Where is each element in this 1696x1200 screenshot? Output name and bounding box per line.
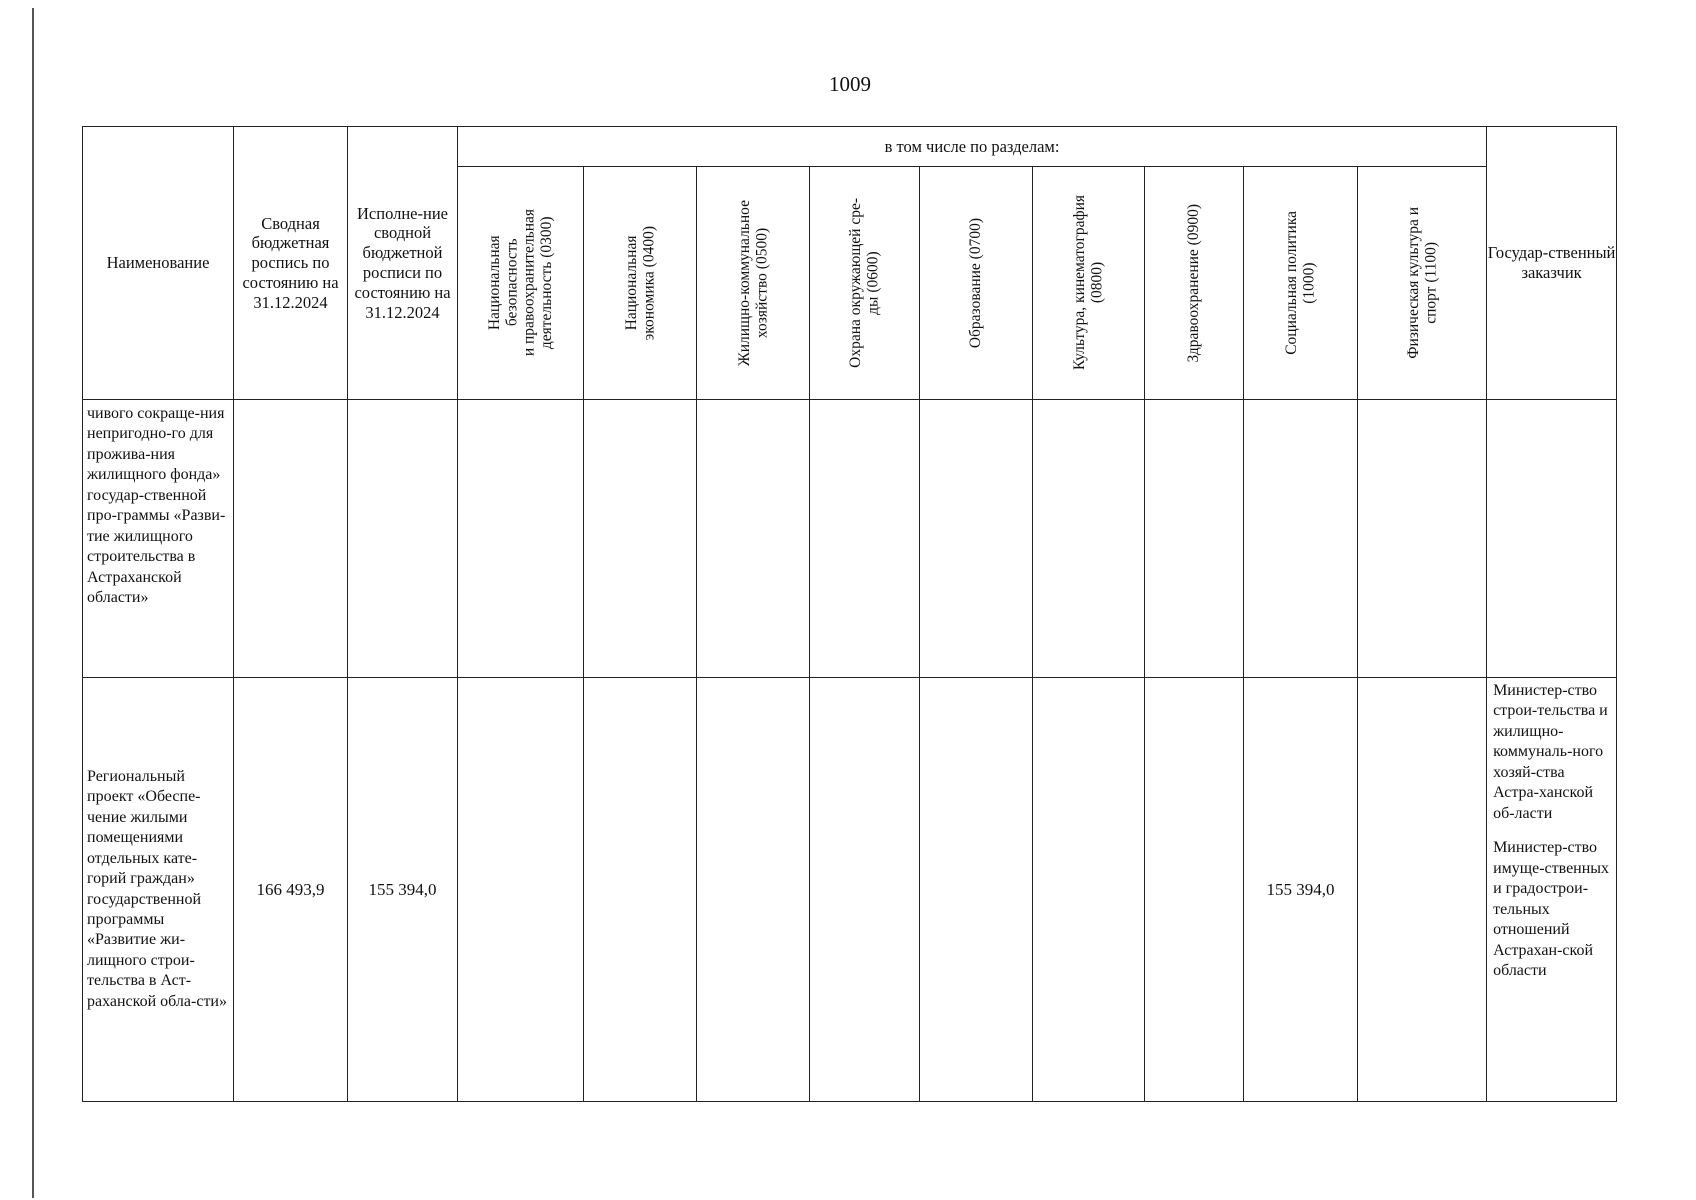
header-section-0400 xyxy=(584,167,697,400)
row-name: чивого сокраще-ния непригодно-го для прожива-ния жилищного фонда» государ-ственной про-граммы «Разви-тие жилищного строительства в Астраханской области» xyxy=(83,400,234,678)
row-section-0800 xyxy=(1033,678,1145,1102)
header-section-1100 xyxy=(1358,167,1487,400)
row-section-0700 xyxy=(920,400,1033,678)
customer-entry: Министер-ство имуще-ственных и градострои-тельных отношений Астрахан-ской области xyxy=(1493,839,1610,980)
header-section-label: Образование (0700) xyxy=(967,217,985,349)
row-section-0600 xyxy=(810,678,920,1102)
header-sections-group: в том числе по разделам: xyxy=(458,127,1487,167)
header-section-0600 xyxy=(810,167,920,400)
row-section-0400 xyxy=(584,678,697,1102)
row-section-0300 xyxy=(458,400,584,678)
header-section-label: Жилищно-коммунальное хозяйство (0500) xyxy=(735,199,770,367)
header-section-label: Физическая культура и спорт (1100) xyxy=(1404,207,1440,359)
header-section-0900 xyxy=(1145,167,1244,400)
row-section-0300 xyxy=(458,678,584,1102)
row-section-0400 xyxy=(584,400,697,678)
row-section-1100 xyxy=(1358,678,1487,1102)
header-summary: Сводная бюджетная роспись по состоянию на 31.12.2024 xyxy=(234,127,348,400)
header-row-top xyxy=(83,127,1617,167)
row-execution xyxy=(348,400,458,678)
row-summary xyxy=(234,400,348,678)
margin-line xyxy=(32,8,34,1198)
header-section-0800 xyxy=(1033,167,1145,400)
row-section-0500 xyxy=(697,400,810,678)
row-customer xyxy=(1487,400,1617,678)
header-section-label: Национальная экономика (0400) xyxy=(622,225,657,341)
row-name: Региональный проект «Обеспе-чение жилыми помещениями отдельных кате-горий граждан» государственной программы «Развитие жи-лищного строи-тельства в Аст-раханской обла-сти» xyxy=(83,678,234,1102)
header-name: Наименование xyxy=(83,127,234,400)
header-section-0300 xyxy=(458,167,584,400)
row-section-0900 xyxy=(1145,678,1244,1102)
header-section-1000 xyxy=(1244,167,1358,400)
row-execution: 155 394,0 xyxy=(348,678,458,1102)
row-section-1000 xyxy=(1244,400,1358,678)
row-section-0600 xyxy=(810,400,920,678)
header-section-label: Социальная политика (1000) xyxy=(1283,211,1318,355)
budget-table xyxy=(82,126,1617,1102)
row-section-0700 xyxy=(920,678,1033,1102)
row-customer xyxy=(1487,678,1617,1102)
header-execution: Исполне-ние сводной бюджетной росписи по состоянию на 31.12.2024 xyxy=(348,127,458,400)
header-customer: Государ-ственный заказчик xyxy=(1487,127,1617,400)
row-section-1100 xyxy=(1358,400,1487,678)
header-section-label: Национальная безопасность и правоохранительная деятельность (0300) xyxy=(485,209,555,357)
row-summary: 166 493,9 xyxy=(234,678,348,1102)
header-section-label: Здравоохранение (0900) xyxy=(1185,203,1203,363)
row-section-0900 xyxy=(1145,400,1244,678)
row-section-1000: 155 394,0 xyxy=(1244,678,1358,1102)
header-section-label: Охрана окружающей сре- ды (0600) xyxy=(847,198,882,368)
row-section-0800 xyxy=(1033,400,1145,678)
header-section-0500 xyxy=(697,167,810,400)
table-row xyxy=(83,678,1617,1102)
customer-entry: Министер-ство строи-тельства и жилищно-коммуналь-ного хозяй-ства Астра-ханской об-ласти xyxy=(1493,682,1608,822)
header-section-label: Культура, кинематография (0800) xyxy=(1071,195,1106,371)
page-number: 1009 xyxy=(829,72,871,96)
header-section-0700 xyxy=(920,167,1033,400)
table-row xyxy=(83,400,1617,678)
row-section-0500 xyxy=(697,678,810,1102)
